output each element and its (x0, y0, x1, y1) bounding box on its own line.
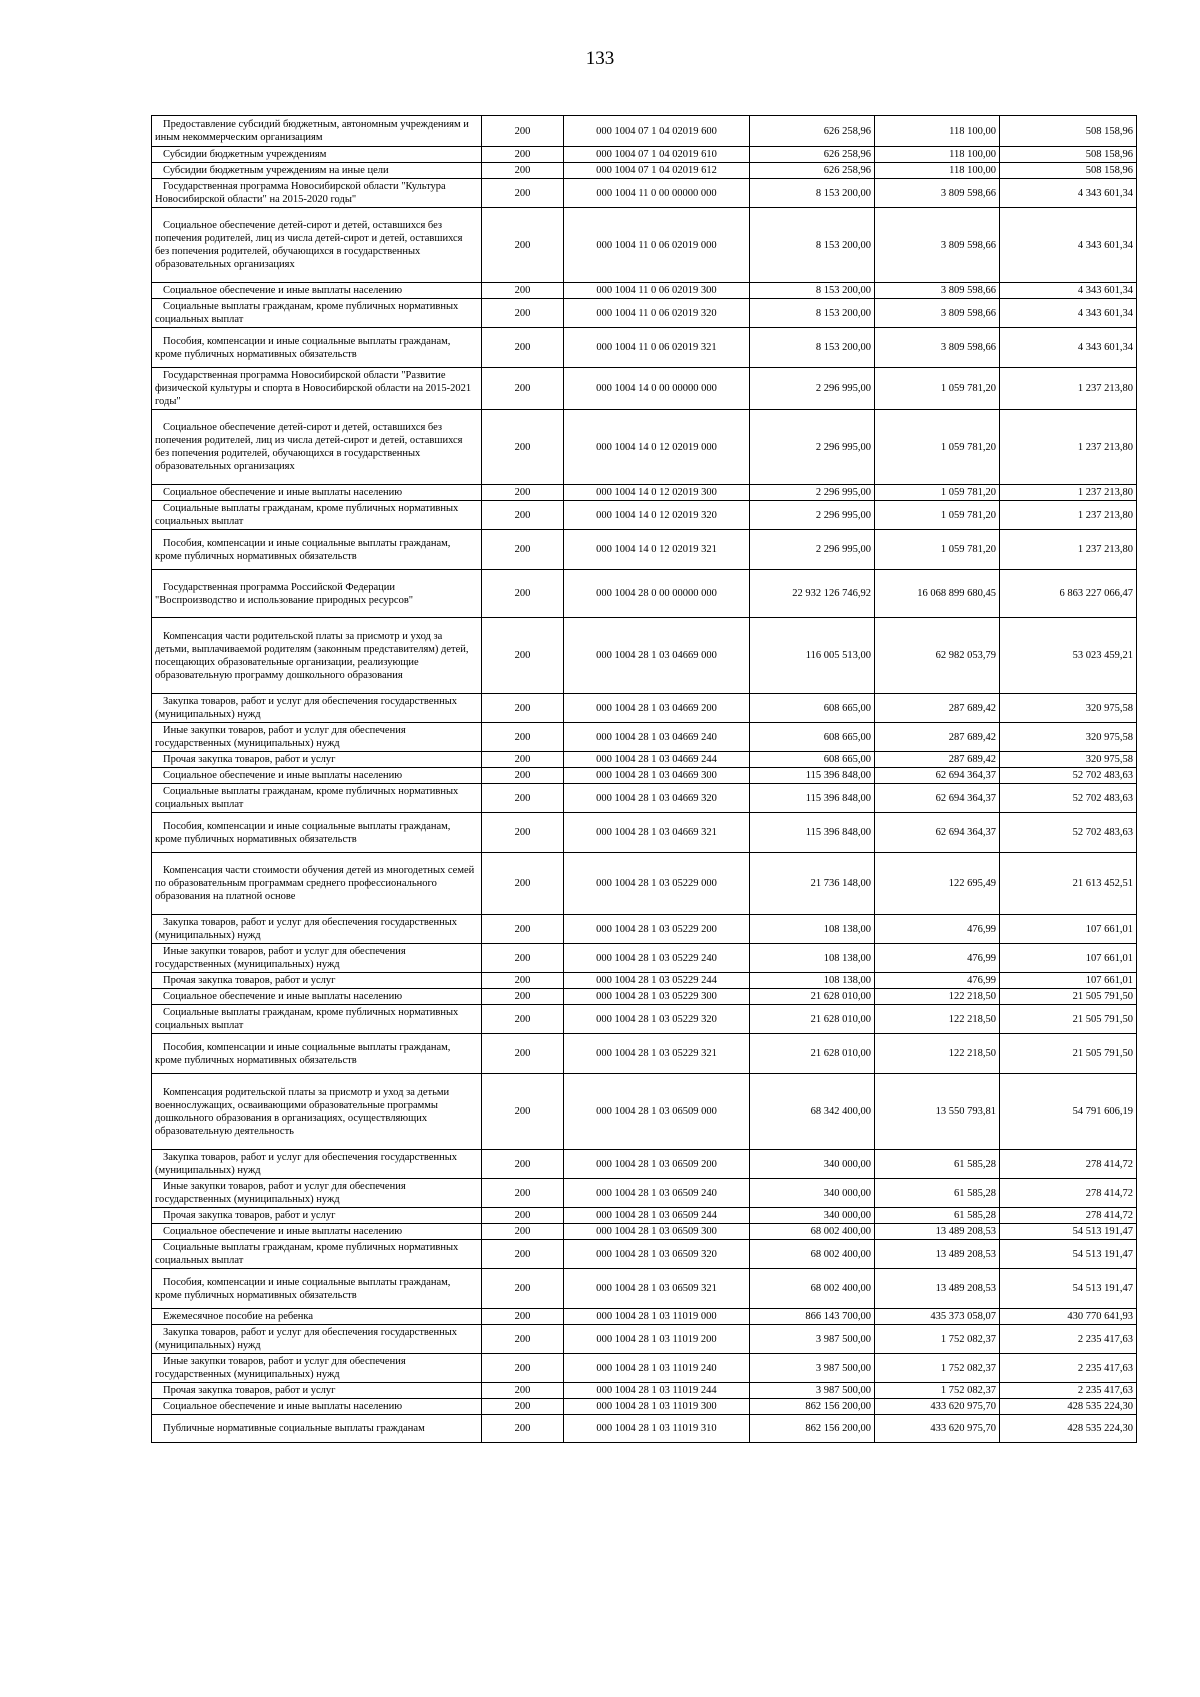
row-name: Социальное обеспечение и иные выплаты населению (152, 485, 482, 501)
table-row (152, 1399, 1137, 1415)
table-row (152, 147, 1137, 163)
row-classification-code: 000 1004 28 1 03 06509 244 (564, 1208, 750, 1224)
row-name: Публичные нормативные социальные выплаты гражданам (152, 1415, 482, 1443)
row-code: 200 (482, 723, 564, 752)
row-remaining-amount: 2 235 417,63 (1000, 1325, 1137, 1354)
row-executed-amount: 1 059 781,20 (875, 368, 1000, 410)
table-row (152, 1224, 1137, 1240)
row-approved-amount: 2 296 995,00 (750, 410, 875, 485)
row-executed-amount: 61 585,28 (875, 1150, 1000, 1179)
row-classification-code: 000 1004 28 1 03 05229 300 (564, 989, 750, 1005)
row-code: 200 (482, 1005, 564, 1034)
row-classification-code: 000 1004 28 1 03 05229 244 (564, 973, 750, 989)
row-name: Государственная программа Новосибирской области "Культура Новосибирской области" на 2015-2020 годы" (152, 179, 482, 208)
row-name: Пособия, компенсации и иные социальные выплаты гражданам, кроме публичных нормативных обязательств (152, 813, 482, 853)
row-name: Государственная программа Новосибирской области "Развитие физической культуры и спорта в Новосибирской области на 2015-2021 годы" (152, 368, 482, 410)
row-name: Закупка товаров, работ и услуг для обеспечения государственных (муниципальных) нужд (152, 694, 482, 723)
row-name: Иные закупки товаров, работ и услуг для обеспечения государственных (муниципальных) нужд (152, 723, 482, 752)
row-executed-amount: 287 689,42 (875, 723, 1000, 752)
row-executed-amount: 1 752 082,37 (875, 1325, 1000, 1354)
row-name: Государственная программа Российской Федерации "Воспроизводство и использование природных ресурсов" (152, 570, 482, 618)
row-executed-amount: 16 068 899 680,45 (875, 570, 1000, 618)
row-approved-amount: 108 138,00 (750, 944, 875, 973)
table-row (152, 944, 1137, 973)
row-classification-code: 000 1004 28 1 03 06509 200 (564, 1150, 750, 1179)
row-name: Закупка товаров, работ и услуг для обеспечения государственных (муниципальных) нужд (152, 1150, 482, 1179)
row-code: 200 (482, 1034, 564, 1074)
row-classification-code: 000 1004 28 1 03 04669 320 (564, 784, 750, 813)
row-remaining-amount: 53 023 459,21 (1000, 618, 1137, 694)
table-row (152, 989, 1137, 1005)
row-classification-code: 000 1004 14 0 12 02019 320 (564, 501, 750, 530)
row-executed-amount: 122 695,49 (875, 853, 1000, 915)
row-executed-amount: 61 585,28 (875, 1179, 1000, 1208)
table-row (152, 784, 1137, 813)
row-remaining-amount: 4 343 601,34 (1000, 283, 1137, 299)
row-remaining-amount: 21 505 791,50 (1000, 1005, 1137, 1034)
row-remaining-amount: 4 343 601,34 (1000, 299, 1137, 328)
table-row (152, 1415, 1137, 1443)
row-classification-code: 000 1004 28 1 03 04669 300 (564, 768, 750, 784)
row-approved-amount: 68 342 400,00 (750, 1074, 875, 1150)
row-classification-code: 000 1004 11 0 06 02019 321 (564, 328, 750, 368)
row-remaining-amount: 508 158,96 (1000, 147, 1137, 163)
row-code: 200 (482, 752, 564, 768)
row-remaining-amount: 320 975,58 (1000, 752, 1137, 768)
table-row (152, 723, 1137, 752)
row-classification-code: 000 1004 28 0 00 00000 000 (564, 570, 750, 618)
row-executed-amount: 1 752 082,37 (875, 1383, 1000, 1399)
table-row (152, 1179, 1137, 1208)
row-approved-amount: 3 987 500,00 (750, 1383, 875, 1399)
row-approved-amount: 68 002 400,00 (750, 1240, 875, 1269)
row-name: Социальные выплаты гражданам, кроме публичных нормативных социальных выплат (152, 1005, 482, 1034)
row-executed-amount: 62 982 053,79 (875, 618, 1000, 694)
row-name: Иные закупки товаров, работ и услуг для обеспечения государственных (муниципальных) нужд (152, 944, 482, 973)
row-approved-amount: 115 396 848,00 (750, 768, 875, 784)
row-remaining-amount: 107 661,01 (1000, 973, 1137, 989)
row-executed-amount: 3 809 598,66 (875, 299, 1000, 328)
row-name: Прочая закупка товаров, работ и услуг (152, 973, 482, 989)
row-code: 200 (482, 1325, 564, 1354)
table-row (152, 1074, 1137, 1150)
table-row (152, 485, 1137, 501)
row-classification-code: 000 1004 11 0 06 02019 000 (564, 208, 750, 283)
row-approved-amount: 21 736 148,00 (750, 853, 875, 915)
row-remaining-amount: 428 535 224,30 (1000, 1399, 1137, 1415)
table-row (152, 1005, 1137, 1034)
row-remaining-amount: 278 414,72 (1000, 1208, 1137, 1224)
row-name: Прочая закупка товаров, работ и услуг (152, 1383, 482, 1399)
row-executed-amount: 433 620 975,70 (875, 1399, 1000, 1415)
row-code: 200 (482, 989, 564, 1005)
table-row (152, 530, 1137, 570)
row-code: 200 (482, 1269, 564, 1309)
row-name: Социальные выплаты гражданам, кроме публичных нормативных социальных выплат (152, 784, 482, 813)
row-classification-code: 000 1004 28 1 03 06509 320 (564, 1240, 750, 1269)
row-approved-amount: 21 628 010,00 (750, 989, 875, 1005)
row-classification-code: 000 1004 07 1 04 02019 610 (564, 147, 750, 163)
row-executed-amount: 1 059 781,20 (875, 485, 1000, 501)
table-row (152, 328, 1137, 368)
row-classification-code: 000 1004 28 1 03 04669 244 (564, 752, 750, 768)
row-remaining-amount: 1 237 213,80 (1000, 501, 1137, 530)
row-name: Пособия, компенсации и иные социальные выплаты гражданам, кроме публичных нормативных обязательств (152, 328, 482, 368)
row-executed-amount: 62 694 364,37 (875, 813, 1000, 853)
row-approved-amount: 21 628 010,00 (750, 1005, 875, 1034)
row-classification-code: 000 1004 28 1 03 04669 200 (564, 694, 750, 723)
row-approved-amount: 862 156 200,00 (750, 1415, 875, 1443)
row-code: 200 (482, 1224, 564, 1240)
row-name: Социальное обеспечение и иные выплаты населению (152, 1224, 482, 1240)
row-code: 200 (482, 163, 564, 179)
table-row (152, 116, 1137, 147)
row-approved-amount: 8 153 200,00 (750, 328, 875, 368)
row-name: Пособия, компенсации и иные социальные выплаты гражданам, кроме публичных нормативных обязательств (152, 1269, 482, 1309)
row-executed-amount: 1 059 781,20 (875, 410, 1000, 485)
row-remaining-amount: 54 513 191,47 (1000, 1240, 1137, 1269)
row-executed-amount: 3 809 598,66 (875, 179, 1000, 208)
row-classification-code: 000 1004 28 1 03 05229 240 (564, 944, 750, 973)
row-executed-amount: 287 689,42 (875, 752, 1000, 768)
row-executed-amount: 433 620 975,70 (875, 1415, 1000, 1443)
row-classification-code: 000 1004 14 0 12 02019 000 (564, 410, 750, 485)
table-row (152, 1150, 1137, 1179)
row-name: Социальное обеспечение детей-сирот и детей, оставшихся без попечения родителей, лиц из числа детей-сирот и детей, оставшихся без попечения родителей, обучающихся в государственных образовательных организациях (152, 410, 482, 485)
row-remaining-amount: 54 791 606,19 (1000, 1074, 1137, 1150)
row-approved-amount: 2 296 995,00 (750, 368, 875, 410)
table-row (152, 618, 1137, 694)
row-name: Иные закупки товаров, работ и услуг для обеспечения государственных (муниципальных) нужд (152, 1354, 482, 1383)
row-classification-code: 000 1004 11 0 00 00000 000 (564, 179, 750, 208)
row-approved-amount: 862 156 200,00 (750, 1399, 875, 1415)
row-remaining-amount: 1 237 213,80 (1000, 368, 1137, 410)
table-row (152, 368, 1137, 410)
table-row (152, 853, 1137, 915)
table-row (152, 570, 1137, 618)
row-executed-amount: 118 100,00 (875, 116, 1000, 147)
row-classification-code: 000 1004 28 1 03 04669 321 (564, 813, 750, 853)
table-row (152, 299, 1137, 328)
row-remaining-amount: 428 535 224,30 (1000, 1415, 1137, 1443)
row-executed-amount: 118 100,00 (875, 163, 1000, 179)
row-classification-code: 000 1004 28 1 03 11019 000 (564, 1309, 750, 1325)
table-row (152, 1325, 1137, 1354)
row-classification-code: 000 1004 14 0 00 00000 000 (564, 368, 750, 410)
row-executed-amount: 476,99 (875, 915, 1000, 944)
row-code: 200 (482, 179, 564, 208)
row-remaining-amount: 54 513 191,47 (1000, 1269, 1137, 1309)
row-classification-code: 000 1004 28 1 03 06509 000 (564, 1074, 750, 1150)
row-remaining-amount: 1 237 213,80 (1000, 485, 1137, 501)
row-executed-amount: 13 489 208,53 (875, 1269, 1000, 1309)
row-code: 200 (482, 1074, 564, 1150)
row-code: 200 (482, 1309, 564, 1325)
table-row (152, 1034, 1137, 1074)
row-name: Предоставление субсидий бюджетным, автономным учреждениям и иным некоммерческим организациям (152, 116, 482, 147)
table-row (152, 694, 1137, 723)
row-classification-code: 000 1004 28 1 03 05229 200 (564, 915, 750, 944)
row-remaining-amount: 6 863 227 066,47 (1000, 570, 1137, 618)
row-name: Компенсация части родительской платы за присмотр и уход за детьми, выплачиваемой родителям (законным представителям) детей, посещающих образовательные организации, реализующие образовательную программу дошкольного образования (152, 618, 482, 694)
row-classification-code: 000 1004 28 1 03 04669 240 (564, 723, 750, 752)
row-code: 200 (482, 1399, 564, 1415)
row-remaining-amount: 1 237 213,80 (1000, 410, 1137, 485)
row-approved-amount: 608 665,00 (750, 723, 875, 752)
row-remaining-amount: 4 343 601,34 (1000, 328, 1137, 368)
table-row (152, 973, 1137, 989)
row-classification-code: 000 1004 28 1 03 06509 240 (564, 1179, 750, 1208)
row-code: 200 (482, 853, 564, 915)
row-approved-amount: 108 138,00 (750, 973, 875, 989)
row-code: 200 (482, 147, 564, 163)
row-approved-amount: 608 665,00 (750, 752, 875, 768)
row-approved-amount: 626 258,96 (750, 116, 875, 147)
row-code: 200 (482, 368, 564, 410)
row-name: Субсидии бюджетным учреждениям на иные цели (152, 163, 482, 179)
row-executed-amount: 3 809 598,66 (875, 283, 1000, 299)
row-name: Социальные выплаты гражданам, кроме публичных нормативных социальных выплат (152, 1240, 482, 1269)
table-row (152, 410, 1137, 485)
table-row (152, 1208, 1137, 1224)
row-name: Субсидии бюджетным учреждениям (152, 147, 482, 163)
row-remaining-amount: 21 505 791,50 (1000, 989, 1137, 1005)
row-approved-amount: 3 987 500,00 (750, 1354, 875, 1383)
row-approved-amount: 8 153 200,00 (750, 208, 875, 283)
row-code: 200 (482, 1179, 564, 1208)
row-executed-amount: 62 694 364,37 (875, 784, 1000, 813)
row-approved-amount: 108 138,00 (750, 915, 875, 944)
row-code: 200 (482, 1383, 564, 1399)
row-approved-amount: 115 396 848,00 (750, 813, 875, 853)
row-code: 200 (482, 410, 564, 485)
row-approved-amount: 866 143 700,00 (750, 1309, 875, 1325)
row-classification-code: 000 1004 07 1 04 02019 600 (564, 116, 750, 147)
row-approved-amount: 115 396 848,00 (750, 784, 875, 813)
row-classification-code: 000 1004 28 1 03 11019 240 (564, 1354, 750, 1383)
row-approved-amount: 340 000,00 (750, 1150, 875, 1179)
table-row (152, 768, 1137, 784)
row-executed-amount: 476,99 (875, 944, 1000, 973)
row-code: 200 (482, 1150, 564, 1179)
row-code: 200 (482, 1240, 564, 1269)
row-remaining-amount: 2 235 417,63 (1000, 1383, 1137, 1399)
table-row (152, 208, 1137, 283)
row-approved-amount: 116 005 513,00 (750, 618, 875, 694)
row-classification-code: 000 1004 28 1 03 06509 300 (564, 1224, 750, 1240)
row-classification-code: 000 1004 28 1 03 11019 244 (564, 1383, 750, 1399)
row-executed-amount: 13 489 208,53 (875, 1240, 1000, 1269)
row-classification-code: 000 1004 28 1 03 05229 320 (564, 1005, 750, 1034)
row-classification-code: 000 1004 28 1 03 06509 321 (564, 1269, 750, 1309)
row-executed-amount: 122 218,50 (875, 1005, 1000, 1034)
row-remaining-amount: 1 237 213,80 (1000, 530, 1137, 570)
table-row (152, 1309, 1137, 1325)
row-remaining-amount: 278 414,72 (1000, 1179, 1137, 1208)
row-code: 200 (482, 944, 564, 973)
row-approved-amount: 8 153 200,00 (750, 283, 875, 299)
row-approved-amount: 22 932 126 746,92 (750, 570, 875, 618)
row-executed-amount: 122 218,50 (875, 1034, 1000, 1074)
row-name: Социальное обеспечение и иные выплаты населению (152, 989, 482, 1005)
row-approved-amount: 626 258,96 (750, 147, 875, 163)
row-name: Социальное обеспечение и иные выплаты населению (152, 1399, 482, 1415)
row-name: Иные закупки товаров, работ и услуг для обеспечения государственных (муниципальных) нужд (152, 1179, 482, 1208)
page-number: 133 (585, 48, 615, 69)
row-code: 200 (482, 1354, 564, 1383)
table-row (152, 283, 1137, 299)
row-executed-amount: 476,99 (875, 973, 1000, 989)
row-name: Ежемесячное пособие на ребенка (152, 1309, 482, 1325)
row-classification-code: 000 1004 14 0 12 02019 321 (564, 530, 750, 570)
row-classification-code: 000 1004 28 1 03 11019 310 (564, 1415, 750, 1443)
row-executed-amount: 118 100,00 (875, 147, 1000, 163)
row-executed-amount: 61 585,28 (875, 1208, 1000, 1224)
row-remaining-amount: 320 975,58 (1000, 723, 1137, 752)
budget-execution-table (151, 115, 1137, 1443)
row-classification-code: 000 1004 28 1 03 05229 321 (564, 1034, 750, 1074)
table-row (152, 1354, 1137, 1383)
row-code: 200 (482, 570, 564, 618)
row-classification-code: 000 1004 14 0 12 02019 300 (564, 485, 750, 501)
table-row (152, 163, 1137, 179)
table-row (152, 813, 1137, 853)
row-code: 200 (482, 618, 564, 694)
row-name: Прочая закупка товаров, работ и услуг (152, 1208, 482, 1224)
row-code: 200 (482, 813, 564, 853)
row-executed-amount: 1 752 082,37 (875, 1354, 1000, 1383)
row-code: 200 (482, 784, 564, 813)
row-name: Компенсация родительской платы за присмотр и уход за детьми военнослужащих, осваивающими образовательные программы дошкольного образования в организациях, осуществляющих образовательную деятельность (152, 1074, 482, 1150)
row-approved-amount: 2 296 995,00 (750, 501, 875, 530)
row-remaining-amount: 278 414,72 (1000, 1150, 1137, 1179)
row-code: 200 (482, 208, 564, 283)
row-executed-amount: 62 694 364,37 (875, 768, 1000, 784)
row-name: Закупка товаров, работ и услуг для обеспечения государственных (муниципальных) нужд (152, 915, 482, 944)
row-remaining-amount: 320 975,58 (1000, 694, 1137, 723)
row-remaining-amount: 430 770 641,93 (1000, 1309, 1137, 1325)
row-code: 200 (482, 501, 564, 530)
row-name: Социальные выплаты гражданам, кроме публичных нормативных социальных выплат (152, 501, 482, 530)
row-name: Компенсация части стоимости обучения детей из многодетных семей по образовательным программам среднего профессионального образования на платной основе (152, 853, 482, 915)
row-remaining-amount: 4 343 601,34 (1000, 179, 1137, 208)
row-name: Закупка товаров, работ и услуг для обеспечения государственных (муниципальных) нужд (152, 1325, 482, 1354)
row-code: 200 (482, 283, 564, 299)
row-code: 200 (482, 973, 564, 989)
row-approved-amount: 68 002 400,00 (750, 1269, 875, 1309)
row-remaining-amount: 21 613 452,51 (1000, 853, 1137, 915)
row-remaining-amount: 508 158,96 (1000, 163, 1137, 179)
table-row (152, 1269, 1137, 1309)
row-executed-amount: 435 373 058,07 (875, 1309, 1000, 1325)
table-row (152, 501, 1137, 530)
row-executed-amount: 13 489 208,53 (875, 1224, 1000, 1240)
row-code: 200 (482, 530, 564, 570)
row-approved-amount: 21 628 010,00 (750, 1034, 875, 1074)
row-classification-code: 000 1004 28 1 03 11019 300 (564, 1399, 750, 1415)
row-approved-amount: 68 002 400,00 (750, 1224, 875, 1240)
row-remaining-amount: 508 158,96 (1000, 116, 1137, 147)
table-row (152, 915, 1137, 944)
row-name: Прочая закупка товаров, работ и услуг (152, 752, 482, 768)
row-executed-amount: 122 218,50 (875, 989, 1000, 1005)
table-row (152, 1240, 1137, 1269)
row-remaining-amount: 21 505 791,50 (1000, 1034, 1137, 1074)
row-name: Пособия, компенсации и иные социальные выплаты гражданам, кроме публичных нормативных обязательств (152, 1034, 482, 1074)
row-approved-amount: 2 296 995,00 (750, 530, 875, 570)
row-remaining-amount: 107 661,01 (1000, 944, 1137, 973)
row-approved-amount: 2 296 995,00 (750, 485, 875, 501)
row-code: 200 (482, 328, 564, 368)
row-code: 200 (482, 299, 564, 328)
row-remaining-amount: 54 513 191,47 (1000, 1224, 1137, 1240)
row-approved-amount: 340 000,00 (750, 1208, 875, 1224)
row-approved-amount: 340 000,00 (750, 1179, 875, 1208)
row-code: 200 (482, 768, 564, 784)
table-row (152, 752, 1137, 768)
row-approved-amount: 626 258,96 (750, 163, 875, 179)
row-remaining-amount: 4 343 601,34 (1000, 208, 1137, 283)
row-executed-amount: 1 059 781,20 (875, 530, 1000, 570)
table-row (152, 1383, 1137, 1399)
row-remaining-amount: 52 702 483,63 (1000, 784, 1137, 813)
row-remaining-amount: 2 235 417,63 (1000, 1354, 1137, 1383)
row-code: 200 (482, 1208, 564, 1224)
row-classification-code: 000 1004 28 1 03 05229 000 (564, 853, 750, 915)
row-classification-code: 000 1004 28 1 03 11019 200 (564, 1325, 750, 1354)
row-code: 200 (482, 116, 564, 147)
row-remaining-amount: 107 661,01 (1000, 915, 1137, 944)
row-name: Пособия, компенсации и иные социальные выплаты гражданам, кроме публичных нормативных обязательств (152, 530, 482, 570)
row-executed-amount: 287 689,42 (875, 694, 1000, 723)
row-remaining-amount: 52 702 483,63 (1000, 768, 1137, 784)
row-executed-amount: 1 059 781,20 (875, 501, 1000, 530)
row-executed-amount: 13 550 793,81 (875, 1074, 1000, 1150)
row-name: Социальное обеспечение и иные выплаты населению (152, 768, 482, 784)
row-approved-amount: 608 665,00 (750, 694, 875, 723)
row-name: Социальное обеспечение и иные выплаты населению (152, 283, 482, 299)
row-remaining-amount: 52 702 483,63 (1000, 813, 1137, 853)
row-code: 200 (482, 694, 564, 723)
row-approved-amount: 3 987 500,00 (750, 1325, 875, 1354)
table-body (152, 116, 1137, 1443)
row-classification-code: 000 1004 11 0 06 02019 300 (564, 283, 750, 299)
row-name: Социальные выплаты гражданам, кроме публичных нормативных социальных выплат (152, 299, 482, 328)
row-code: 200 (482, 915, 564, 944)
row-approved-amount: 8 153 200,00 (750, 179, 875, 208)
row-classification-code: 000 1004 28 1 03 04669 000 (564, 618, 750, 694)
row-name: Социальное обеспечение детей-сирот и детей, оставшихся без попечения родителей, лиц из числа детей-сирот и детей, оставшихся без попечения родителей, обучающихся в государственных образовательных организациях (152, 208, 482, 283)
row-executed-amount: 3 809 598,66 (875, 208, 1000, 283)
row-classification-code: 000 1004 11 0 06 02019 320 (564, 299, 750, 328)
row-classification-code: 000 1004 07 1 04 02019 612 (564, 163, 750, 179)
row-approved-amount: 8 153 200,00 (750, 299, 875, 328)
row-code: 200 (482, 1415, 564, 1443)
row-code: 200 (482, 485, 564, 501)
row-executed-amount: 3 809 598,66 (875, 328, 1000, 368)
table-row (152, 179, 1137, 208)
